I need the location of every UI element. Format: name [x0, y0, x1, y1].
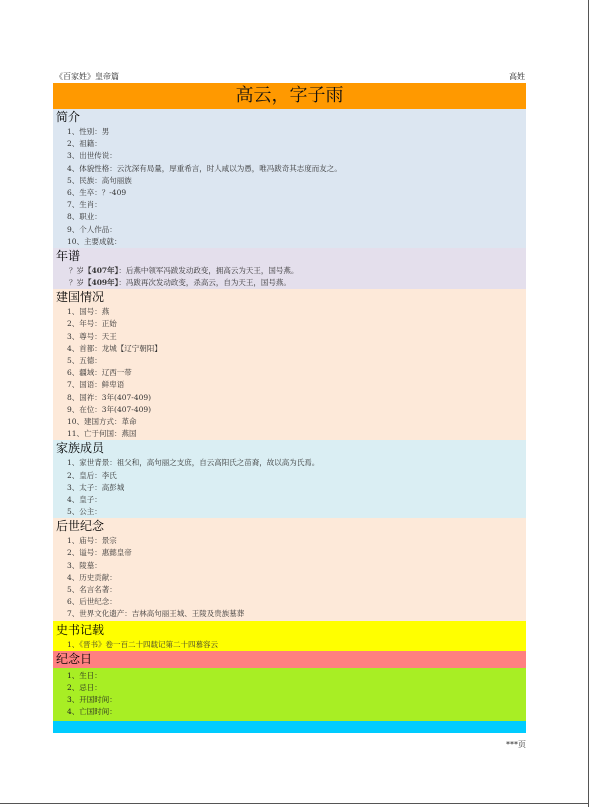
list-item: 3、太子：高彭城 [67, 482, 125, 492]
list-item: 4、亡国时间： [67, 707, 117, 717]
list-item: 1、《晋书》卷一百二十四载记第二十四慕容云 [67, 639, 219, 649]
section-title: 年谱 [56, 248, 81, 263]
timeline-age: ？岁 [69, 265, 84, 275]
list-item: 2、忌日： [67, 682, 102, 692]
list-item: 5、名言名著： [67, 585, 117, 594]
list-item: 7、生肖： [67, 200, 102, 210]
section-genealogy [53, 248, 526, 289]
section-title: 纪念日 [53, 651, 526, 668]
list-item: 6、生卒：？-409 [67, 187, 127, 197]
list-item: 10、建国方式：革命 [67, 416, 137, 426]
page-border-right [588, 0, 589, 807]
timeline-item [53, 265, 526, 277]
timeline-year: 【409年】 [84, 278, 119, 288]
section-title: 后世纪念 [56, 519, 105, 534]
list-item: 7、世界文化遗产：吉林高句丽王城、王陵及贵族墓葬 [67, 609, 245, 619]
list-item: 1、国号：燕 [67, 307, 110, 317]
list-item: 9、个人作品： [67, 224, 117, 234]
list-item: 7、国语：鲜卑语 [67, 380, 125, 390]
list-item: 4、历史贡献： [67, 572, 117, 582]
list-item: 8、职业： [67, 212, 102, 222]
list-item: 1、性别：男 [67, 127, 110, 136]
list-item: 3、开国时间： [67, 695, 117, 705]
section-books [53, 621, 526, 651]
list-item: 4、皇子： [67, 494, 102, 504]
page-number: ***页 [506, 740, 526, 749]
list-item: 1、生日： [67, 670, 102, 680]
list-item: 3、出世传说： [67, 151, 117, 161]
timeline-text: ：后燕中领军冯跋发动政变，拥高云为天王，国号燕。 [118, 265, 299, 275]
book-title: 《百家姓》皇帝篇 [55, 72, 119, 81]
page-header [53, 71, 526, 83]
page-border-bottom [0, 803, 589, 804]
timeline-age: ？岁 [69, 278, 84, 288]
section-title: 史书记载 [56, 622, 105, 637]
list-item: 5、公主： [67, 507, 102, 517]
list-item: 4、体貌性格：云沈深有局量，厚重希言，时人咸以为愚，唯冯跋奇其志度而友之。 [67, 163, 342, 173]
list-item: 2、谥号：惠懿皇帝 [67, 548, 132, 558]
list-item: 1、庙号：景宗 [67, 536, 117, 546]
timeline-text: ：冯跋再次发动政变，杀高云，自为天王，国号燕。 [118, 278, 291, 288]
list-item: 10、主要成就： [67, 236, 122, 246]
document-body [53, 83, 526, 733]
page-title: 高云，字子雨 [53, 83, 526, 109]
list-item: 2、祖籍： [67, 139, 102, 149]
section-intro [53, 109, 526, 248]
memorial-list [53, 668, 526, 721]
list-item: 9、在位：3年(407-409) [67, 404, 152, 414]
list-item: 5、民族：高句丽族 [67, 175, 132, 185]
section-memorial [53, 651, 526, 721]
list-item: 8、国祚：3年(407-409) [67, 392, 152, 402]
section-title: 家族成员 [56, 441, 105, 456]
section-country [53, 289, 526, 440]
section-family [53, 440, 526, 518]
list-item: 11、亡于何国：燕国 [67, 429, 137, 439]
section-later [53, 518, 526, 620]
section-title: 建国情况 [56, 290, 105, 305]
list-item: 2、年号：正始 [67, 319, 117, 329]
footer-bar [53, 721, 526, 733]
section-title: 简介 [56, 110, 81, 124]
list-item: 1、家世背景：祖父和，高句丽之支庶，自云高阳氏之苗裔，故以高为氏焉。 [67, 458, 320, 468]
list-item: 3、尊号：天王 [67, 331, 117, 341]
list-item: 5、五德： [67, 356, 102, 365]
surname-label: 高姓 [509, 72, 525, 81]
list-item: 6、疆域：辽西一带 [67, 368, 132, 378]
list-item: 3、陵墓： [67, 560, 102, 570]
list-item: 6、后世纪念： [67, 597, 117, 607]
timeline-item [53, 277, 526, 289]
list-item: 4、首都：龙城【辽宁朝阳】 [67, 343, 162, 353]
timeline-year: 【407年】 [84, 265, 119, 275]
list-item: 2、皇后：李氏 [67, 470, 117, 480]
